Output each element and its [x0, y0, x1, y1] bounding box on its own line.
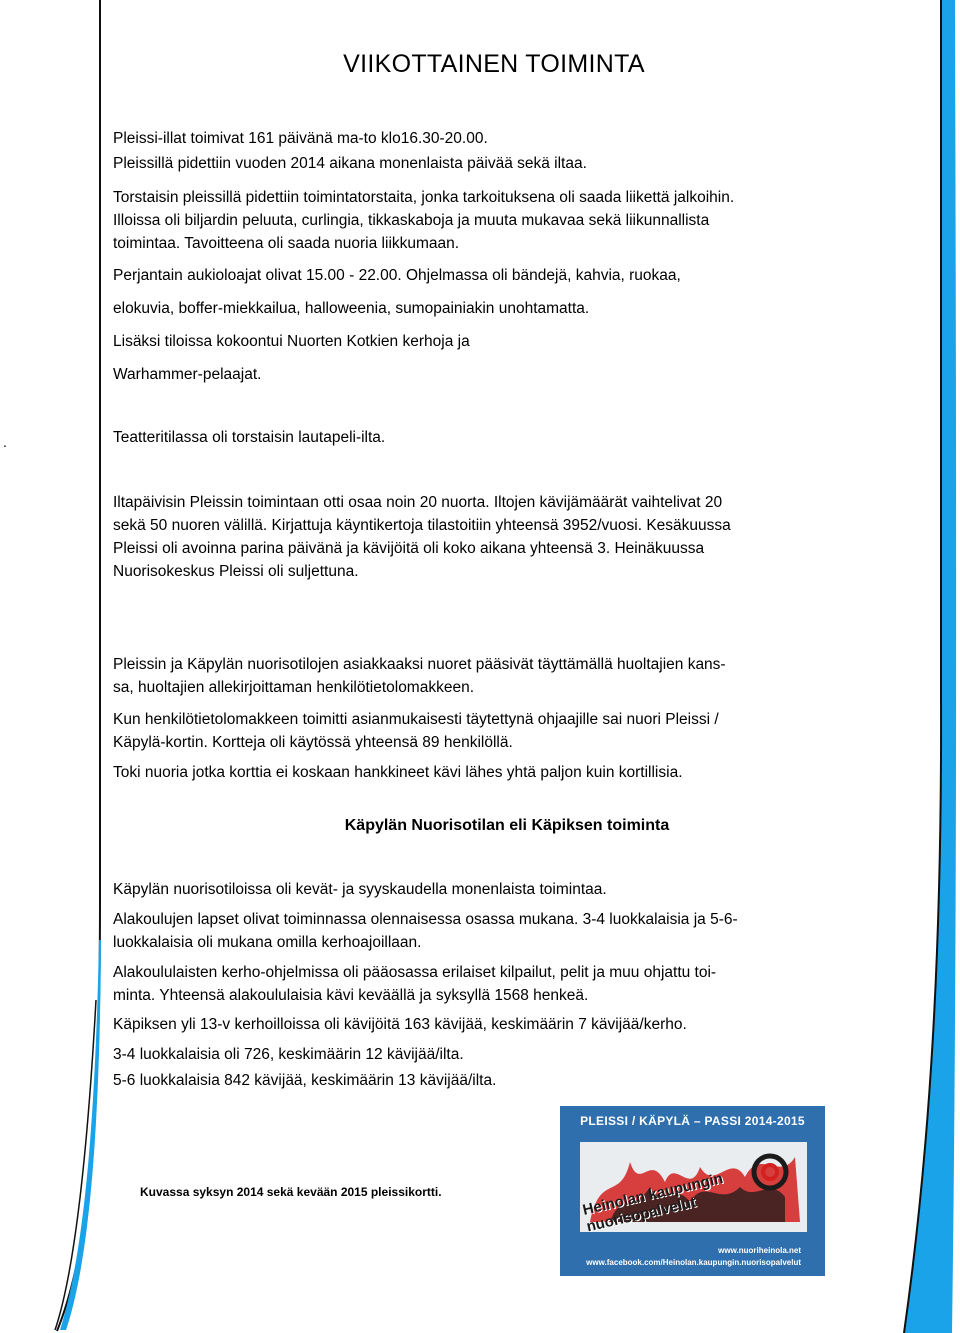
text-line: Käpylän nuorisotiloissa oli kevät- ja syyskaudella monenlaista toimintaa.	[113, 881, 607, 898]
text-line: Teatteritilassa oli torstaisin lautapeli-ilta.	[113, 429, 386, 446]
text-line: Alakoululaisten kerho-ohjelmissa oli pääosassa erilaiset kilpailut, pelit ja muu ohjattu toi-	[113, 964, 717, 981]
text-line: Alakoulujen lapset olivat toiminnassa olennaisessa osassa mukana. 3-4 luokkalaisia ja 5-6-	[113, 911, 738, 928]
text-line: 3-4 luokkalaisia oli 726, keskimäärin 12 kävijää/ilta.	[113, 1046, 464, 1063]
text-line: luokkalaisia oli mukana omilla kerhoajoillaan.	[113, 934, 422, 951]
text-line: Toki nuoria jotka korttia ei koskaan hankkineet kävi lähes yhtä paljon kuin kortillisia.	[113, 764, 683, 781]
text-line: 5-6 luokkalaisia 842 kävijää, keskimäärin 13 kävijää/ilta.	[113, 1072, 497, 1089]
text-line: Nuorisokeskus Pleissi oli suljettuna.	[113, 563, 359, 580]
text-line: Perjantain aukioloajat olivat 15.00 - 22.00. Ohjelmassa oli bändejä, kahvia, ruokaa,	[113, 267, 681, 284]
text-line: Pleissillä pidettiin vuoden 2014 aikana monenlaista päivää sekä iltaa.	[113, 155, 587, 172]
text-line: sekä 50 nuoren välillä. Kirjattuja käyntikertoja tilastoitiin yhteensä 3952/vuosi. Kesäkuussa	[113, 517, 731, 534]
card-title: PLEISSI / KÄPYLÄ – PASSI 2014-2015	[580, 1114, 805, 1128]
section-heading: Käpylän Nuorisotilan eli Käpiksen toiminta	[344, 817, 670, 834]
text-line: Lisäksi tiloissa kokoontui Nuorten Kotkien kerhoja ja	[113, 333, 470, 350]
card-logo-text: Heinolan kaupungin nuorisopalvelut	[581, 1170, 725, 1236]
card-url-primary: www.nuoriheinola.net	[718, 1246, 801, 1255]
stray-mark: .	[3, 434, 7, 450]
text-line: Torstaisin pleissillä pidettiin toimintatorstaita, jonka tarkoituksena oli saada liikettä jalkoihin.	[113, 189, 735, 206]
pass-card-image	[560, 1106, 825, 1276]
image-caption: Kuvassa syksyn 2014 sekä kevään 2015 pleissikortti.	[140, 1185, 442, 1199]
text-line: sa, huoltajien allekirjoittaman henkilötietolomakkeen.	[113, 679, 475, 696]
right-border-strip	[904, 0, 956, 1333]
text-line: Käpylä-kortin. Kortteja oli käytössä yhteensä 89 henkilöllä.	[113, 734, 513, 751]
text-line: minta. Yhteensä alakoululaisia kävi keväällä ja syksyllä 1568 henkeä.	[113, 987, 589, 1004]
text-line: Warhammer-pelaajat.	[113, 366, 262, 383]
text-line: Kun henkilötietolomakkeen toimitti asianmukaisesti täytettynä ohjaajille sai nuori Pleissi /	[113, 711, 719, 728]
text-line: Pleissi-illat toimivat 161 päivänä ma-to klo16.30-20.00.	[113, 130, 488, 147]
text-line: elokuvia, boffer-miekkailua, halloweenia, sumopainiakin unohtamatta.	[113, 300, 590, 317]
text-line: Iltapäivisin Pleissin toimintaan otti osaa noin 20 nuorta. Iltojen kävijämäärät vaihtelivat 20	[113, 494, 723, 511]
card-url-facebook: www.facebook.com/Heinolan.kaupungin.nuorisopalvelut	[586, 1258, 801, 1267]
text-line: toimintaa. Tavoitteena oli saada nuoria liikkumaan.	[113, 235, 460, 252]
text-line: Pleissin ja Käpylän nuorisotilojen asiakkaaksi nuoret pääsivät täyttämällä huoltajien kans-	[113, 656, 726, 673]
page-title: VIIKOTTAINEN TOIMINTA	[343, 50, 645, 78]
text-line: Pleissi oli avoinna parina päivänä ja kävijöitä oli koko aikana yhteensä 3. Heinäkuussa	[113, 540, 705, 557]
text-line: Käpiksen yli 13-v kerhoilloissa oli kävijöitä 163 kävijää, keskimäärin 7 kävijää/kerho.	[113, 1016, 687, 1033]
text-line: Illoissa oli biljardin peluuta, curlingia, tikkaskaboja ja muuta mukavaa sekä liikunnallista	[113, 212, 710, 229]
left-border-strip	[60, 940, 101, 1330]
